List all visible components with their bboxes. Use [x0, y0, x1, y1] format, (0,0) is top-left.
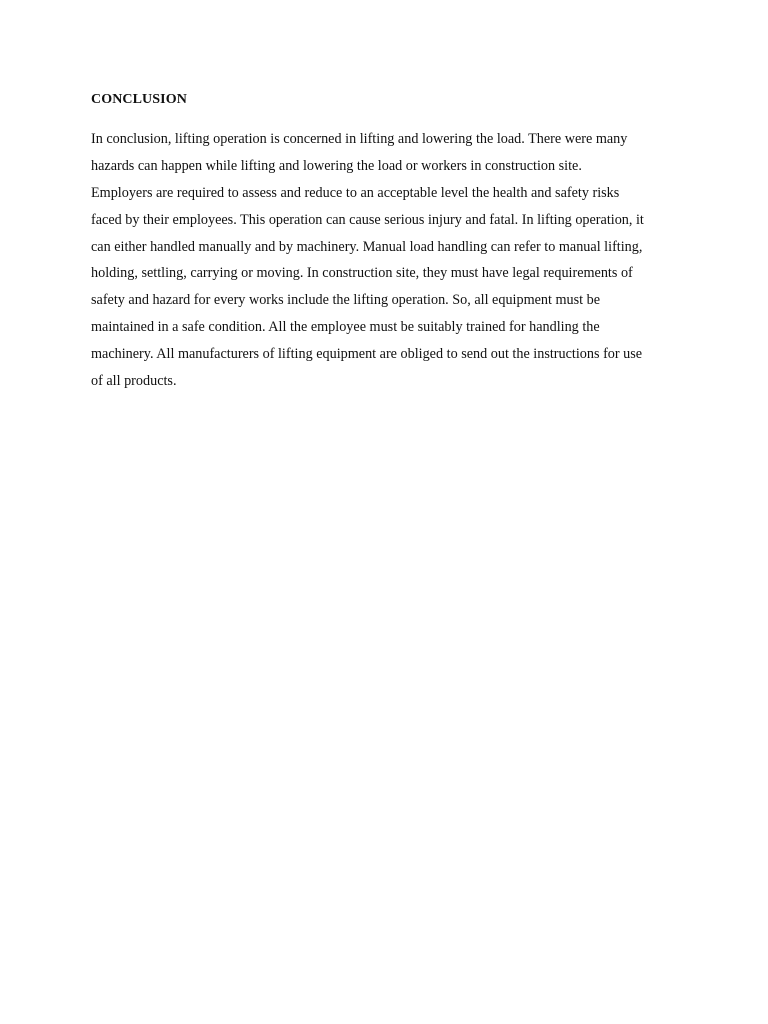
paragraph-line: hazards can happen while lifting and lowering the load or workers in construction site. — [91, 157, 582, 174]
paragraph-line: Employers are required to assess and reduce to an acceptable level the health and safety risks — [91, 184, 620, 201]
paragraph-line: machinery. All manufacturers of lifting equipment are obliged to send out the instructions for use — [91, 346, 643, 363]
paragraph-line: safety and hazard for every works include the lifting operation. So, all equipment must be — [91, 292, 601, 309]
paragraph-line: In conclusion, lifting operation is concerned in lifting and lowering the load. There were many — [91, 131, 628, 147]
conclusion-paragraph — [91, 126, 691, 395]
paragraph-line: faced by their employees. This operation can cause serious injury and fatal. In lifting operation, it — [91, 211, 644, 228]
paragraph-line: maintained in a safe condition. All the employee must be suitably trained for handling the — [91, 319, 600, 336]
paragraph-line: can either handled manually and by machinery. Manual load handling can refer to manual lifting, — [91, 238, 643, 255]
paragraph-line: of all products. — [91, 373, 177, 390]
section-heading: CONCLUSION — [91, 92, 187, 107]
paragraph-line: holding, settling, carrying or moving. In construction site, they must have legal requirements of — [91, 265, 633, 282]
